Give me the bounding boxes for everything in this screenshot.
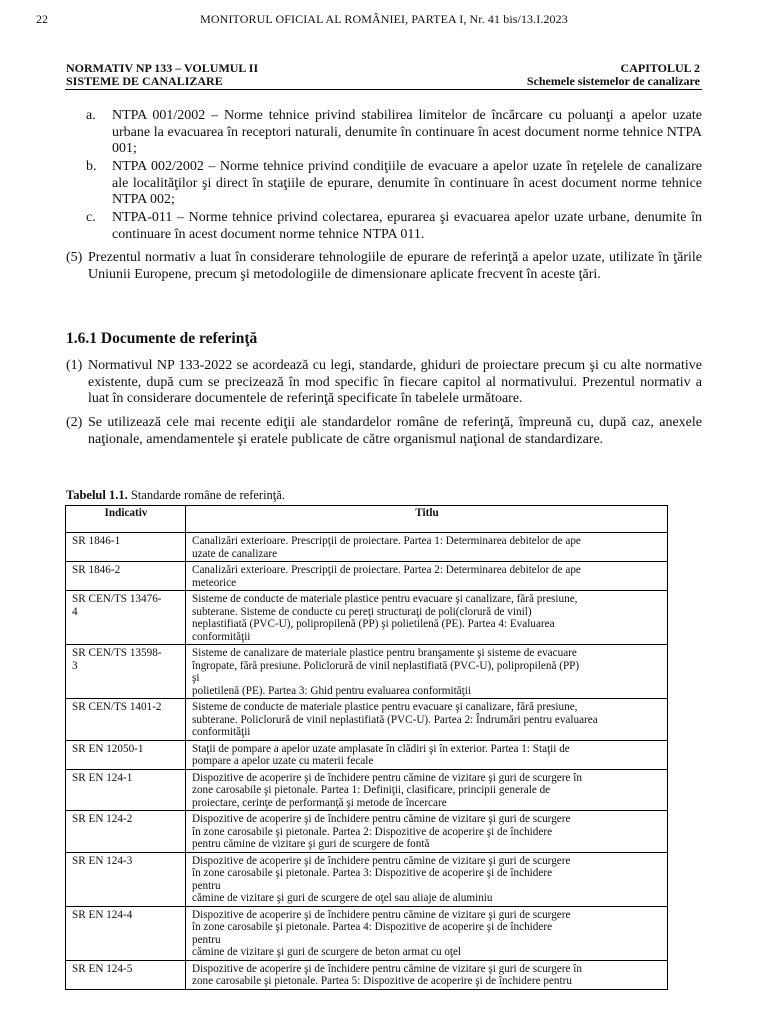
paragraph-1: [66, 358, 702, 408]
list-text: NTPA-011 – Norme tehnice privind colectarea, epurarea şi evacuarea apelor uzate urbane, denumite în continuare în acest document norme tehnice NTPA 011.: [112, 210, 702, 242]
titlu-line: conformităţii: [192, 726, 251, 738]
cell-indicativ: [66, 645, 186, 699]
list-item: [86, 159, 702, 209]
table-caption-label: Tabelul 1.1.: [66, 488, 128, 502]
table-row: [66, 533, 668, 562]
cell-titlu: [186, 852, 668, 906]
titlu-line: în zone carosabile şi pietonale. Partea 4: Dispozitive de acoperire şi de închidere: [192, 921, 553, 933]
column-header-indicativ: Indicativ: [66, 506, 186, 533]
table-row: [66, 906, 668, 960]
cell-indicativ: [66, 562, 186, 591]
table-caption-text: Standarde române de referinţă.: [127, 488, 285, 502]
titlu-line: pentru cămine de vizitare şi guri de scurgere de fontă: [192, 838, 430, 850]
titlu-line: cămine de vizitare şi guri de scurgere de oţel sau aliaje de aluminiu: [192, 892, 493, 904]
paragraph-marker: (1): [66, 358, 83, 373]
table-row: [66, 699, 668, 741]
indicativ-line: SR EN 124-1: [72, 771, 133, 784]
paragraph-marker: (5): [66, 250, 83, 265]
cell-titlu: [186, 591, 668, 645]
titlu-line: zone carosabile şi pietonale. Partea 5: Dispozitive de acoperire şi de închidere pentru: [192, 975, 572, 987]
chapter-title: Schemele sistemelor de canalizare: [526, 74, 700, 88]
titlu-line: subterane. Sisteme de conducte cu pereţi structuraţi de poli(clorură de vinil): [192, 605, 532, 618]
titlu-line: pentru: [192, 933, 221, 946]
column-header-titlu: Titlu: [186, 506, 668, 533]
page-number: 22: [36, 12, 48, 26]
cell-titlu: [186, 645, 668, 699]
table-row: [66, 740, 668, 769]
table-row: [66, 562, 668, 591]
titlu-line: polietilenă (PE). Partea 3: Ghid pentru evaluarea conformităţii: [192, 684, 471, 697]
table-row: [66, 591, 668, 645]
cell-titlu: [186, 740, 668, 769]
titlu-line: neplastifiată (PVC-U), polipropilenă (PP) şi polietilenă (PE). Partea 4: Evaluarea: [192, 618, 555, 630]
list-marker: c.: [86, 210, 96, 225]
titlu-line: Dispozitive de acoperire şi de închidere pentru cămine de vizitare şi guri de scurgere: [192, 854, 571, 867]
titlu-line: uzate de canalizare: [192, 547, 278, 560]
titlu-line: Canalizări exterioare. Prescripţii de proiectare. Partea 1: Determinarea debitelor de ape: [192, 535, 581, 547]
indicativ-line: 4: [72, 605, 78, 618]
table-row: [66, 769, 668, 811]
running-header-subtitle: SISTEME DE CANALIZARE: [66, 74, 223, 88]
table-row: [66, 960, 668, 989]
reference-standards-table: [65, 505, 668, 990]
cell-titlu: [186, 533, 668, 562]
journal-header: MONITORUL OFICIAL AL ROMÂNIEI, PARTEA I, Nr. 41 bis/13.I.2023: [200, 12, 568, 26]
list-marker: b.: [86, 159, 97, 174]
titlu-line: Dispozitive de acoperire şi de închidere pentru cămine de vizitare şi guri de scurgere în: [192, 962, 582, 975]
indicativ-line: SR EN 124-3: [72, 854, 133, 867]
table-row: [66, 811, 668, 853]
paragraph-5: [66, 250, 702, 283]
titlu-line: în zone carosabile şi pietonale. Partea 2: Dispozitive de acoperire şi de închidere: [192, 825, 553, 838]
titlu-line: Staţii de pompare a apelor uzate amplasate în clădiri şi în exterior. Partea 1: Staţii de: [192, 742, 570, 755]
titlu-line: Dispozitive de acoperire şi de închidere pentru cămine de vizitare şi guri de scurgere: [192, 908, 571, 921]
cell-indicativ: [66, 769, 186, 811]
section-heading: 1.6.1 Documente de referinţă: [66, 330, 258, 347]
cell-indicativ: [66, 906, 186, 960]
titlu-line: subterane. Policlorură de vinil neplastifiată (PVC-U). Partea 2: Îndrumări pentru evaluarea: [192, 713, 598, 726]
list-item: [86, 108, 702, 158]
indicativ-line: SR CEN/TS 13476-: [72, 593, 162, 605]
table-body: [66, 533, 668, 990]
titlu-line: cămine de vizitare şi guri de scurgere de beton armat cu oţel: [192, 946, 462, 958]
indicativ-line: SR CEN/TS 13598-: [72, 647, 162, 659]
running-header-right: [527, 62, 700, 88]
paragraph-text: Prezentul normativ a luat în considerare tehnologiile de epurare de referinţă a apelor uzate, utilizate în ţările Uniunii Europene, precum şi metodologiile de dimensionare aplicate frecvent în aceste ţări.: [88, 250, 702, 282]
paragraph-text: Normativul NP 133-2022 se acordează cu legi, standarde, ghiduri de proiectare precum şi cu alte normative existente, după cum se precizează în mod specific în fiecare capitol al normativului. Prezentul normativ a luat în considerare documentele de referinţă specificate în tabelele următoare.: [88, 358, 702, 407]
cell-indicativ: [66, 852, 186, 906]
titlu-line: proiectare, cerinţe de performanţă şi metode de încercare: [192, 796, 447, 809]
cell-indicativ: [66, 740, 186, 769]
cell-indicativ: [66, 591, 186, 645]
titlu-line: pentru: [192, 879, 221, 892]
running-header-left: [66, 62, 258, 88]
table-caption: [66, 488, 285, 503]
titlu-line: Sisteme de conducte de materiale plastice pentru evacuare şi canalizare, fără presiune,: [192, 701, 578, 713]
indicativ-line: SR EN 124-2: [72, 813, 133, 825]
cell-titlu: [186, 699, 668, 741]
titlu-line: Dispozitive de acoperire şi de închidere pentru cămine de vizitare şi guri de scurgere în: [192, 771, 582, 784]
list-item: [86, 210, 702, 243]
cell-indicativ: [66, 533, 186, 562]
titlu-line: Sisteme de conducte de materiale plastice pentru evacuare şi canalizare, fără presiune,: [192, 593, 578, 605]
list-marker: a.: [86, 108, 96, 123]
titlu-line: îngropate, fără presiune. Policlorură de vinil neplastifiată (PVC-U), polipropilenă (PP): [192, 659, 580, 672]
running-header-title: NORMATIV NP 133 – VOLUMUL II: [66, 61, 259, 75]
paragraph-2: [66, 415, 702, 448]
indicativ-line: SR EN 12050-1: [72, 742, 144, 755]
cell-titlu: [186, 811, 668, 853]
titlu-line: Sisteme de canalizare de materiale plastice pentru branşamente şi sisteme de evacuare: [192, 647, 577, 659]
table-header-row: [66, 506, 668, 533]
indicativ-line: SR 1846-1: [72, 535, 121, 547]
indicativ-line: SR EN 124-4: [72, 908, 133, 921]
cell-indicativ: [66, 699, 186, 741]
list-text: NTPA 002/2002 – Norme tehnice privind condiţiile de evacuare a apelor uzate în reţelele de canalizare ale localităţilor şi direct în staţiile de epurare, denumite în continuare în acest document norme tehnice NTPA 002;: [112, 159, 702, 208]
cell-titlu: [186, 562, 668, 591]
chapter-label: CAPITOLUL 2: [620, 61, 700, 75]
titlu-line: meteorice: [192, 576, 237, 589]
titlu-line: pompare a apelor uzate cu materii fecale: [192, 755, 374, 767]
header-divider: [65, 89, 702, 90]
titlu-line: în zone carosabile şi pietonale. Partea 3: Dispozitive de acoperire şi de închidere: [192, 867, 553, 879]
cell-titlu: [186, 960, 668, 989]
titlu-line: şi: [192, 672, 200, 684]
paragraph-marker: (2): [66, 415, 83, 430]
indicativ-line: SR CEN/TS 1401-2: [72, 701, 162, 713]
titlu-line: Canalizări exterioare. Prescripţii de proiectare. Partea 2: Determinarea debitelor de ape: [192, 564, 581, 576]
titlu-line: zone carosabile şi pietonale. Partea 1: Definiţii, clasificare, principii generale de: [192, 784, 551, 796]
titlu-line: Dispozitive de acoperire şi de închidere pentru cămine de vizitare şi guri de scurgere: [192, 813, 571, 825]
table-row: [66, 645, 668, 699]
cell-indicativ: [66, 811, 186, 853]
cell-titlu: [186, 769, 668, 811]
paragraph-text: Se utilizează cele mai recente ediţii ale standardelor române de referinţă, împreună cu, după caz, anexele naţionale, amendamentele şi eratele publicate de către organismul naţional de standardizare.: [88, 415, 702, 447]
indicativ-line: 3: [72, 659, 78, 672]
titlu-line: conformităţii: [192, 630, 251, 643]
indicativ-line: SR EN 124-5: [72, 962, 133, 975]
cell-indicativ: [66, 960, 186, 989]
indicativ-line: SR 1846-2: [72, 564, 121, 576]
list-text: NTPA 001/2002 – Norme tehnice privind stabilirea limitelor de încărcare cu poluanţi a apelor uzate urbane la evacuarea în receptori naturali, denumite în continuare în acest document norme tehnice NTPA 001;: [112, 108, 702, 157]
cell-titlu: [186, 906, 668, 960]
table-row: [66, 852, 668, 906]
